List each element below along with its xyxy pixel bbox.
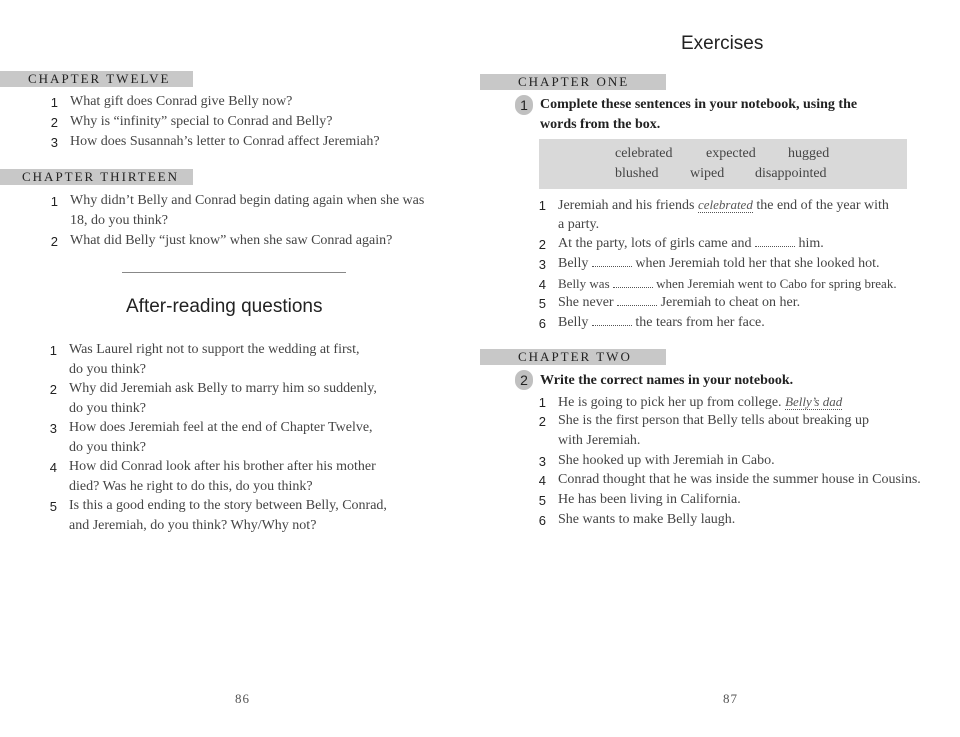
sentence-text: Belly the tears from her face. bbox=[558, 315, 765, 330]
sentence-text: with Jeremiah. bbox=[558, 433, 641, 448]
sentence-number: 5 bbox=[538, 493, 546, 508]
sentence-text: Belly when Jeremiah told her that she looked hot. bbox=[558, 256, 880, 271]
exercise-number-badge: 2 bbox=[515, 370, 533, 390]
question-text: Was Laurel right not to support the wedding at first, bbox=[69, 342, 360, 357]
exercise-number-badge: 1 bbox=[515, 95, 533, 115]
exercises-heading: Exercises bbox=[681, 33, 764, 54]
sentence-text: She wants to make Belly laugh. bbox=[558, 512, 736, 527]
right-page bbox=[480, 0, 960, 737]
sentence-number: 2 bbox=[538, 237, 546, 252]
sentence-text: He is going to pick her up from college. Belly’s dad bbox=[558, 394, 843, 410]
word-box-item: blushed bbox=[615, 166, 659, 181]
word-box-item: hugged bbox=[788, 146, 830, 161]
chapter-two-header: CHAPTER TWO bbox=[480, 349, 666, 365]
question-number: 4 bbox=[49, 460, 57, 475]
sentence-text: Jeremiah and his friends celebrated the end of the year with bbox=[558, 197, 889, 213]
question-text: How does Susannah’s letter to Conrad affect Jeremiah? bbox=[70, 134, 380, 149]
blank-line bbox=[617, 295, 657, 306]
question-number: 5 bbox=[49, 499, 57, 514]
chapter-twelve-header: CHAPTER TWELVE bbox=[0, 71, 193, 87]
sentence-text: a party. bbox=[558, 217, 600, 232]
exercise-instruction: Write the correct names in your notebook. bbox=[540, 373, 794, 388]
page-number: 87 bbox=[723, 691, 738, 706]
question-number: 1 bbox=[50, 95, 58, 110]
blank-line bbox=[592, 315, 632, 326]
section-divider bbox=[122, 272, 346, 273]
question-number: 2 bbox=[50, 234, 58, 249]
exercise-instruction: Complete these sentences in your notebook, using the bbox=[540, 97, 858, 112]
chapter-thirteen-header: CHAPTER THIRTEEN bbox=[0, 169, 193, 185]
sentence-number: 5 bbox=[538, 296, 546, 311]
question-text: How does Jeremiah feel at the end of Chapter Twelve, bbox=[69, 420, 373, 435]
blank-line bbox=[755, 236, 795, 247]
question-number: 3 bbox=[49, 421, 57, 436]
word-box-item: expected bbox=[706, 146, 756, 161]
question-text: do you think? bbox=[69, 362, 146, 377]
sentence-number: 3 bbox=[538, 454, 546, 469]
blank-line bbox=[613, 277, 653, 288]
question-number: 1 bbox=[49, 343, 57, 358]
question-text: do you think? bbox=[69, 440, 146, 455]
sentence-number: 1 bbox=[538, 198, 546, 213]
question-text: Is this a good ending to the story between Belly, Conrad, bbox=[69, 498, 387, 513]
sentence-number: 4 bbox=[538, 473, 546, 488]
sentence-text: She hooked up with Jeremiah in Cabo. bbox=[558, 453, 775, 468]
blank-line bbox=[592, 256, 632, 267]
sentence-text: Belly was when Jeremiah went to Cabo for spring break. bbox=[558, 276, 897, 291]
sentence-text: Conrad thought that he was inside the summer house in Cousins. bbox=[558, 472, 921, 487]
word-box-item: celebrated bbox=[615, 146, 673, 161]
sentence-number: 2 bbox=[538, 414, 546, 429]
sentence-text: She never Jeremiah to cheat on her. bbox=[558, 295, 801, 310]
sentence-number: 4 bbox=[538, 277, 546, 292]
sentence-number: 1 bbox=[538, 395, 546, 410]
question-number: 2 bbox=[50, 115, 58, 130]
question-text: Why did Jeremiah ask Belly to marry him so suddenly, bbox=[69, 381, 377, 396]
question-text: and Jeremiah, do you think? Why/Why not? bbox=[69, 518, 317, 533]
handwritten-answer: Belly’s dad bbox=[785, 394, 843, 409]
sentence-number: 6 bbox=[538, 513, 546, 528]
sentence-number: 3 bbox=[538, 257, 546, 272]
after-reading-heading: After-reading questions bbox=[126, 296, 323, 317]
question-text: What did Belly “just know” when she saw Conrad again? bbox=[70, 233, 393, 248]
sentence-text: She is the first person that Belly tells about breaking up bbox=[558, 413, 870, 428]
question-number: 3 bbox=[50, 135, 58, 150]
exercise-instruction: words from the box. bbox=[540, 117, 661, 132]
sentence-text: He has been living in California. bbox=[558, 492, 741, 507]
handwritten-answer: celebrated bbox=[697, 197, 753, 212]
page-number: 86 bbox=[235, 691, 250, 706]
question-text: What gift does Conrad give Belly now? bbox=[70, 94, 293, 109]
sentence-number: 6 bbox=[538, 316, 546, 331]
question-text: died? Was he right to do this, do you think? bbox=[69, 479, 313, 494]
chapter-one-header: CHAPTER ONE bbox=[480, 74, 666, 90]
question-text: How did Conrad look after his brother after his mother bbox=[69, 459, 376, 474]
sentence-text: At the party, lots of girls came and him. bbox=[558, 236, 824, 251]
question-number: 2 bbox=[49, 382, 57, 397]
question-number: 1 bbox=[50, 194, 58, 209]
question-text: 18, do you think? bbox=[70, 213, 168, 228]
question-text: do you think? bbox=[69, 401, 146, 416]
word-box-item: wiped bbox=[690, 166, 725, 181]
question-text: Why is “infinity” special to Conrad and Belly? bbox=[70, 114, 333, 129]
question-text: Why didn’t Belly and Conrad begin dating again when she was bbox=[70, 193, 425, 208]
word-box-item: disappointed bbox=[755, 166, 827, 181]
